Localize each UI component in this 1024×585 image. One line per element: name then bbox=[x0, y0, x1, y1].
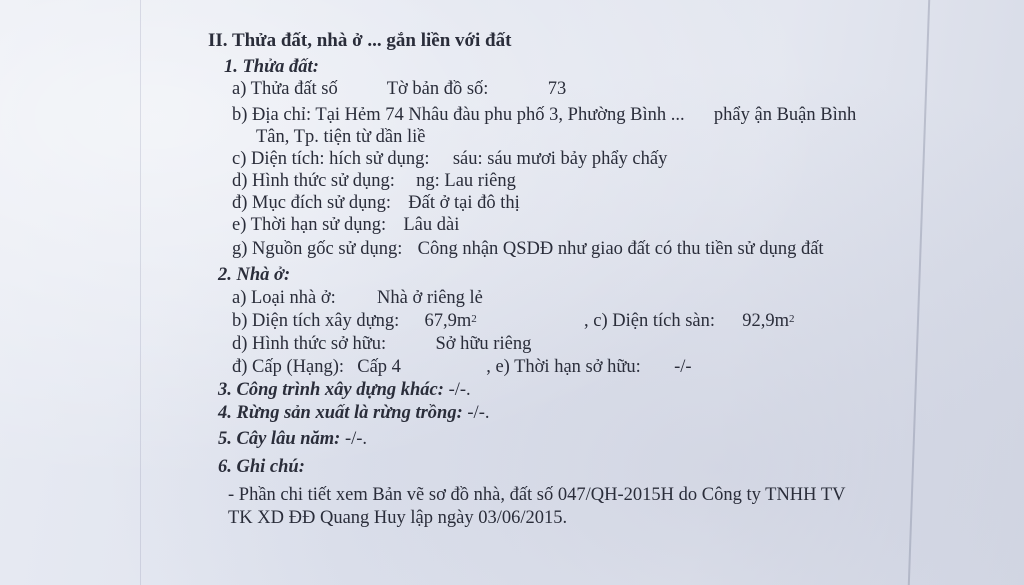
building-area-value: 67,9m bbox=[424, 311, 472, 331]
usage-purpose-line: đ) Mục đích sử dụng: Đất ở tại đô thị bbox=[232, 193, 520, 213]
house-type-line: a) Loại nhà ở: Nhà ở riêng lẻ bbox=[232, 288, 483, 308]
part1-heading: 1. Thửa đất: bbox=[224, 57, 319, 77]
land-area-line: c) Diện tích: hích sử dụng: sáu: sáu mươi bảy phẩy chấy bbox=[232, 149, 668, 169]
address-line-cont: Tân, Tp. tiện từ dần liề bbox=[256, 127, 426, 147]
ownership-form-line: d) Hình thức sở hữu: Sở hữu riêng bbox=[232, 334, 532, 354]
part4-line: 4. Rừng sản xuất là rừng trồng: -/-. bbox=[218, 403, 490, 423]
floor-area-value: 92,9m bbox=[742, 311, 790, 331]
part3-line: 3. Công trình xây dựng khác: -/-. bbox=[218, 380, 471, 400]
section-title: II. Thửa đất, nhà ở ... gắn liền với đất bbox=[208, 30, 512, 51]
note-line-1: - Phần chi tiết xem Bản vẽ sơ đồ nhà, đất số 047/QH-2015H do Công ty TNHH TV bbox=[228, 485, 846, 505]
usage-term-line: e) Thời hạn sử dụng: Lâu dài bbox=[232, 215, 460, 235]
note-line-2: TK XD ĐĐ Quang Huy lập ngày 03/06/2015. bbox=[228, 508, 568, 528]
part2-heading: 2. Nhà ở: bbox=[218, 265, 291, 285]
paper-crease bbox=[140, 0, 141, 585]
house-area-line: b) Diện tích xây dựng: $67,9m^2$ , c) Diện tích sàn: $92,9m^2$ bbox=[232, 311, 795, 331]
part5-line: 5. Cây lâu năm: -/-. bbox=[218, 429, 368, 449]
house-grade-line: đ) Cấp (Hạng): Cấp 4 , e) Thời hạn sở hữu: -/- bbox=[232, 357, 692, 377]
map-sheet-number: 73 bbox=[547, 79, 567, 99]
usage-form-line: d) Hình thức sử dụng: ng: Lau riêng bbox=[232, 171, 516, 191]
part6-heading: 6. Ghi chú: bbox=[218, 457, 305, 477]
land-parcel-label: a) Thửa đất số Tờ bản đồ số: 73 bbox=[232, 79, 567, 99]
paper-fold bbox=[908, 0, 930, 585]
address-line: b) Địa chỉ: Tại Hẻm 74 Nhâu đàu phu phố 3, Phường Bình ... phẩy ận Buận Bình bbox=[232, 105, 857, 125]
usage-origin-line: g) Nguồn gốc sử dụng: Công nhận QSDĐ như giao đất có thu tiền sử dụng đất bbox=[232, 239, 824, 259]
